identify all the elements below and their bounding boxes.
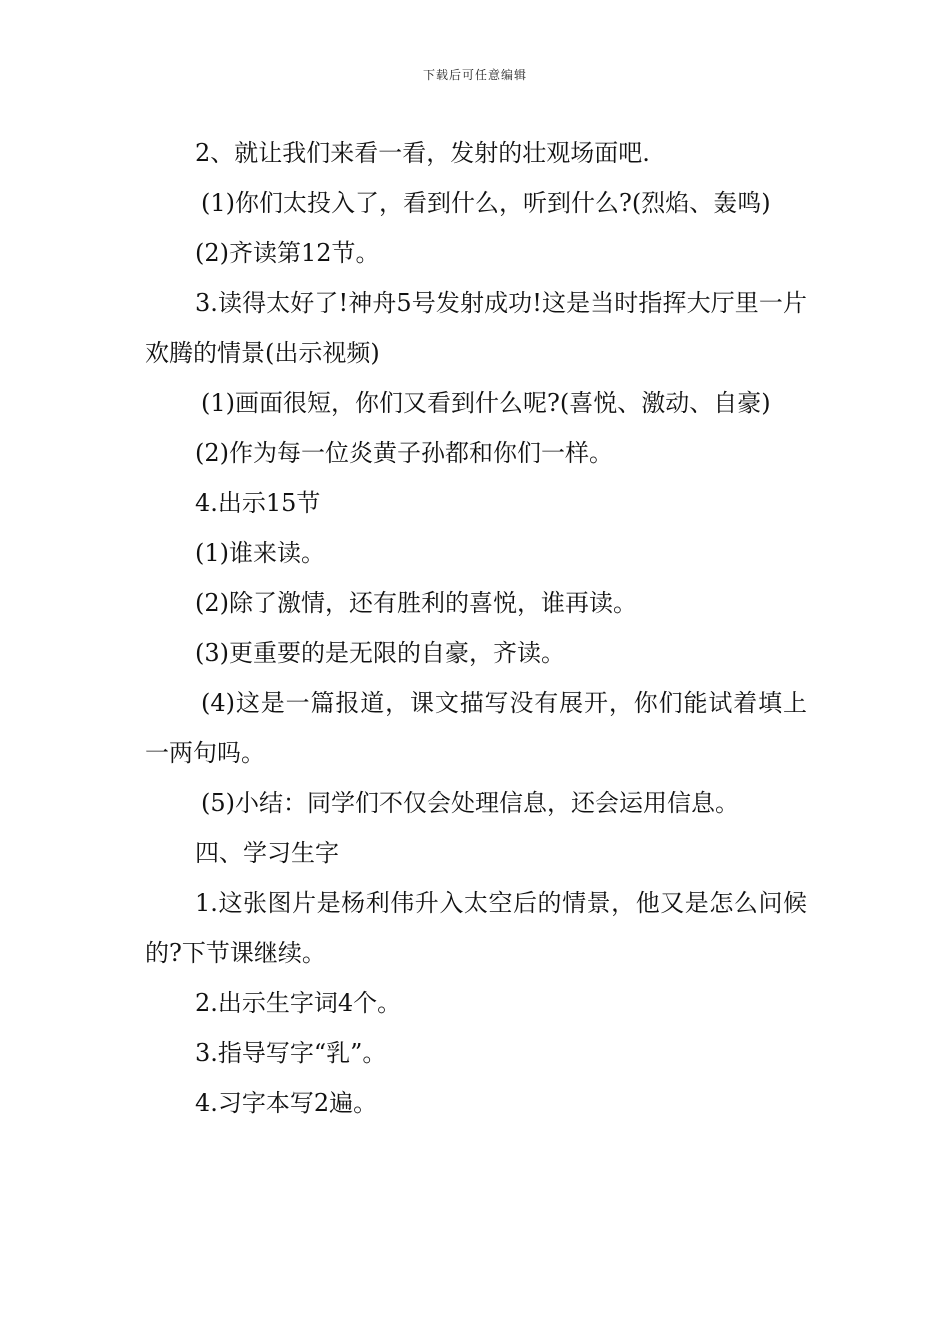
paragraph-5: (1)画面很短，你们又看到什么呢?(喜悦、激动、自豪) [201,389,771,417]
page-header: 下载后可任意编辑 [422,68,527,82]
document-body [145,128,807,1128]
paragraph-3: (2)齐读第12节。 [195,239,380,267]
paragraph-2: (1)你们太投入了，看到什么，听到什么?(烈焰、轰鸣) [201,189,771,217]
section-heading: 四、学习生字 [195,839,339,867]
paragraph-1: 2、就让我们来看一看，发射的壮观场面吧. [195,139,650,167]
paragraph-16: 3.指导写字“乳”。 [195,1039,387,1067]
paragraph-9: (2)除了激情，还有胜利的喜悦，谁再读。 [195,589,637,617]
paragraph-10: (3)更重要的是无限的自豪，齐读。 [195,639,565,667]
paragraph-7: 4.出示15节 [195,489,321,517]
paragraph-6: (2)作为每一位炎黄子孙都和你们一样。 [195,439,613,467]
paragraph-17: 4.习字本写2遍。 [195,1089,378,1117]
paragraph-15: 2.出示生字词4个。 [195,989,402,1017]
paragraph-12: (5)小结：同学们不仅会处理信息，还会运用信息。 [201,789,739,817]
paragraph-4: 3.读得太好了!神舟5号发射成功!这是当时指挥大厅里一片欢腾的情景(出示视频) [145,289,807,367]
paragraph-14: 1.这张图片是杨利伟升入太空后的情景，他又是怎么问候的?下节课继续。 [145,889,807,967]
paragraph-8: (1)谁来读。 [195,539,325,567]
paragraph-11: (4)这是一篇报道，课文描写没有展开，你们能试着填上一两句吗。 [145,689,807,767]
